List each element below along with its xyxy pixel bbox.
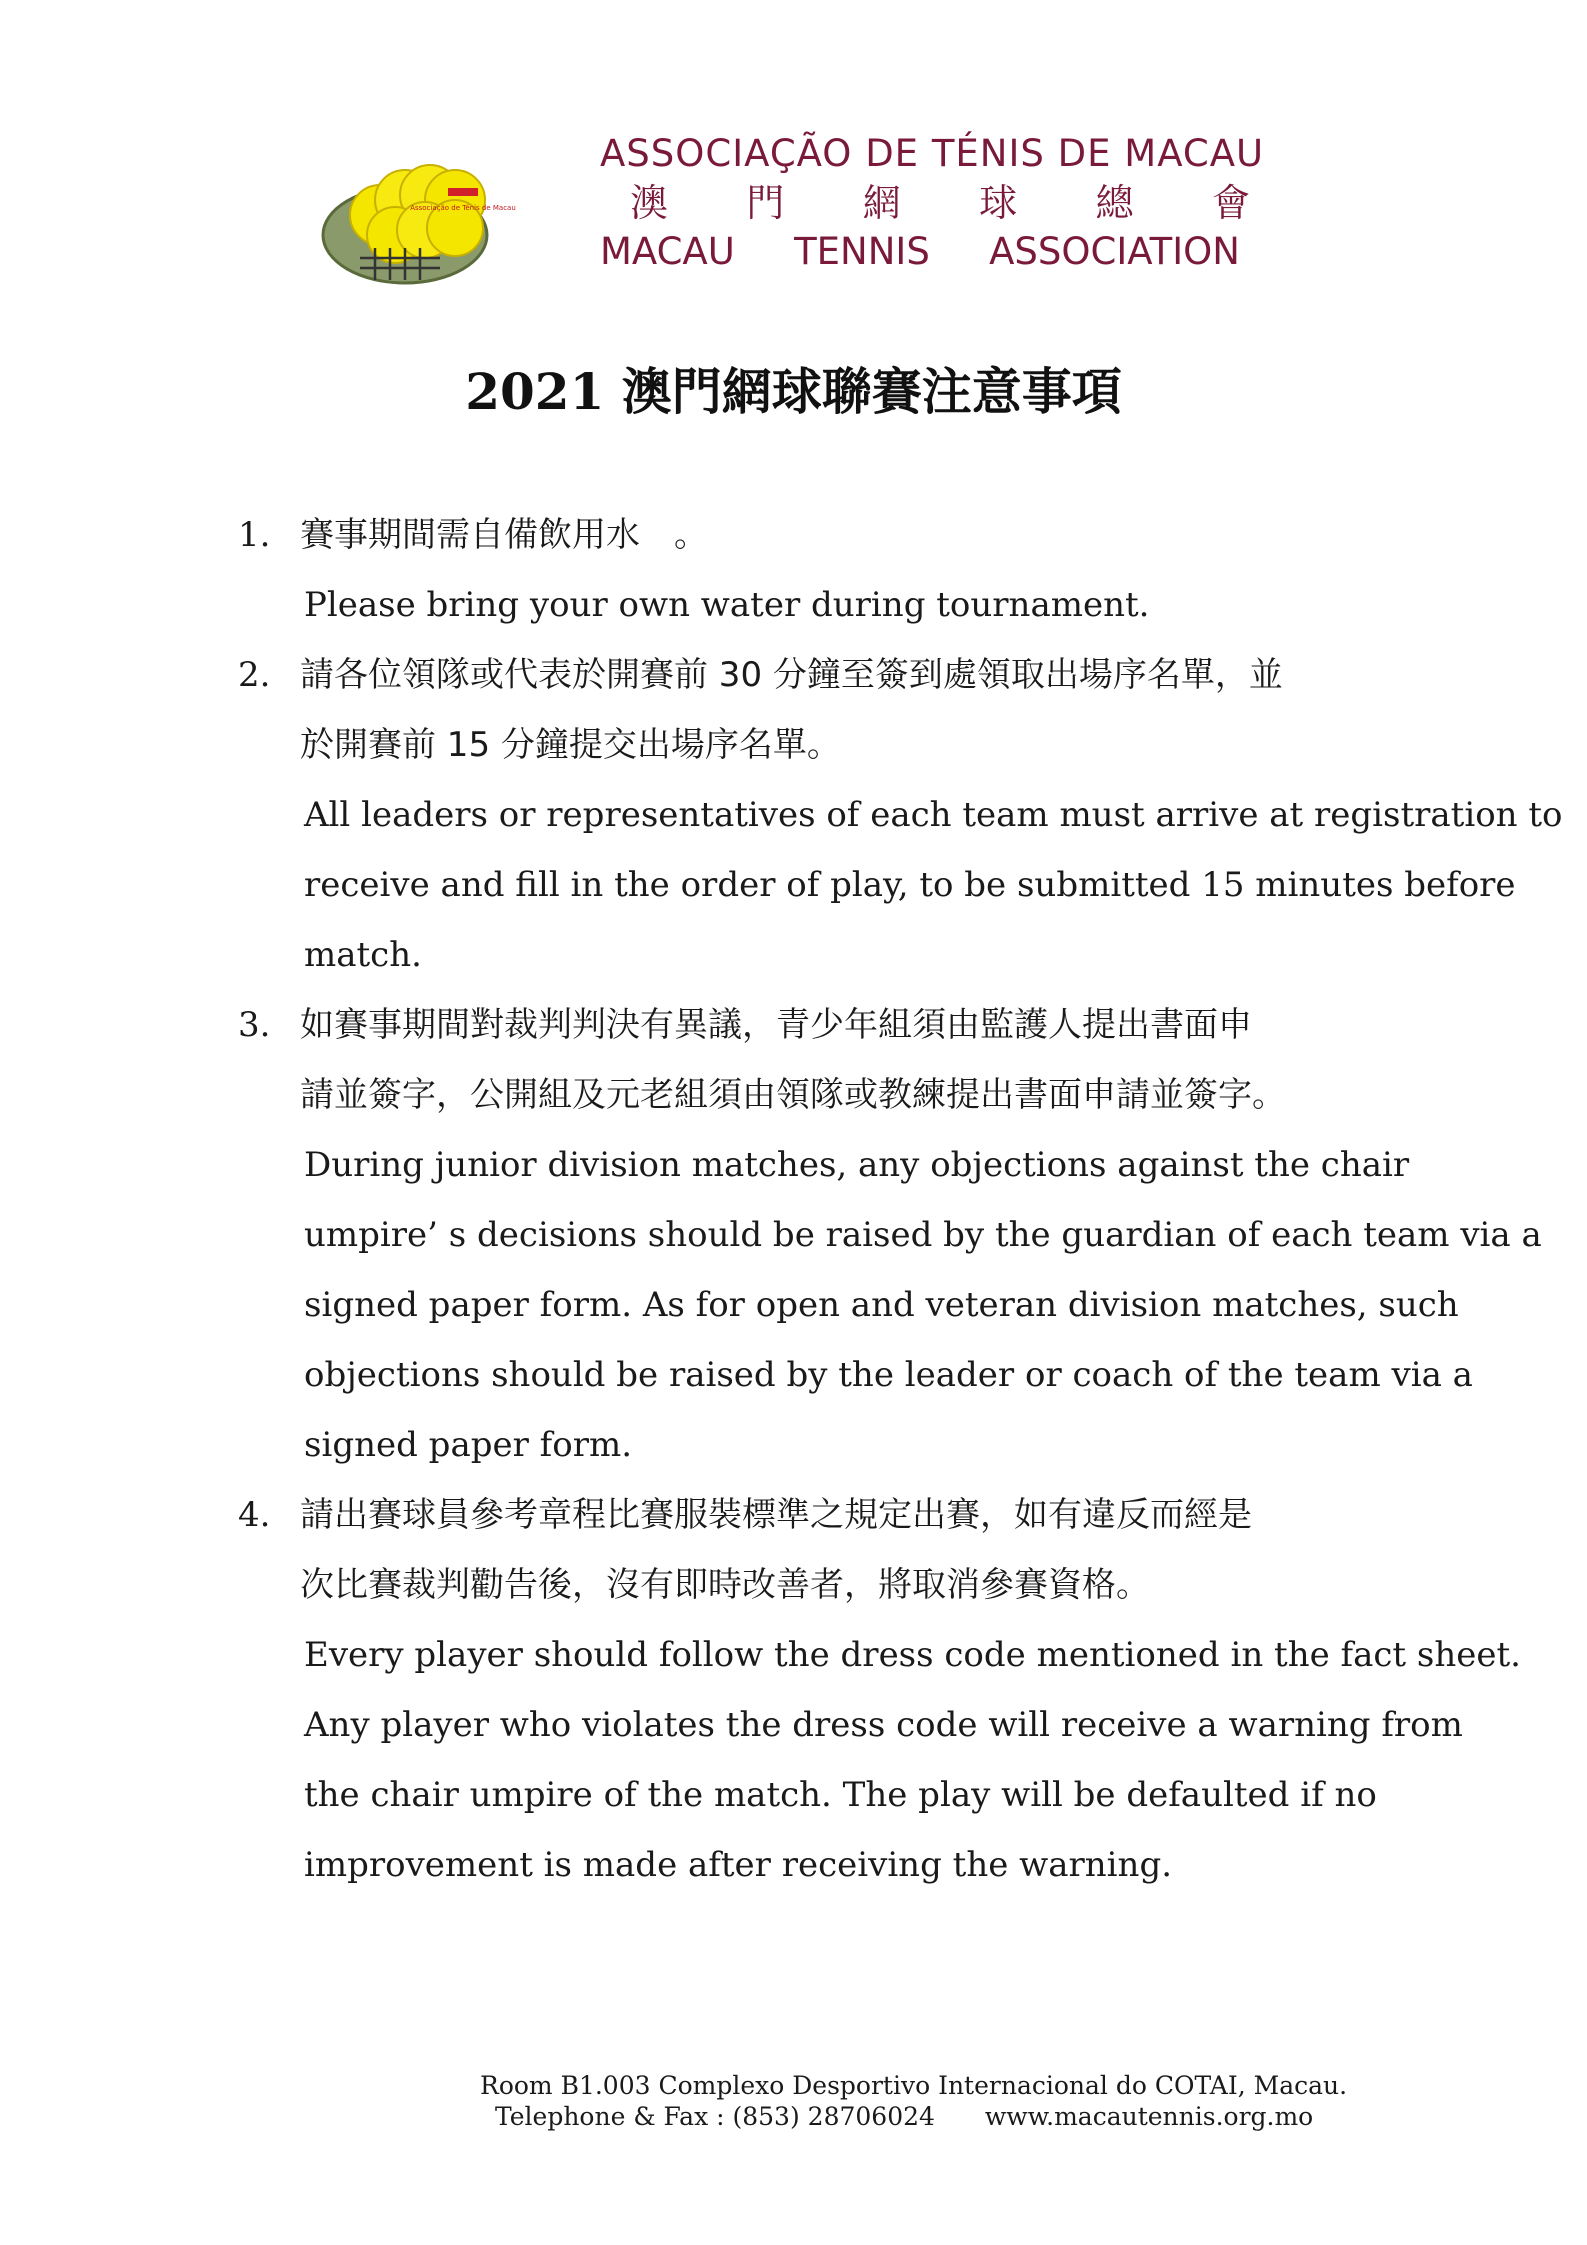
item-text-english: improvement is made after receiving the warning. <box>304 1845 1173 1885</box>
item-text-english: Any player who violates the dress code will receive a warning from <box>304 1705 1463 1745</box>
item-text-chinese: 次比賽裁判勸告後，沒有即時改善者，將取消參賽資格。 <box>300 1565 1150 1605</box>
footer-contact <box>480 2101 1314 2132</box>
item-text-english: During junior division matches, any objections against the chair <box>304 1145 1410 1185</box>
item-number: 3. <box>238 1005 271 1045</box>
org-en-word: TENNIS <box>794 230 930 273</box>
notice-list <box>238 500 1563 1900</box>
item-text-english: signed paper form. As for open and veteran division matches, such <box>304 1285 1459 1325</box>
org-zh-char: 總 <box>1095 181 1134 225</box>
item-text-english: objections should be raised by the leader or coach of the team via a <box>304 1355 1473 1395</box>
item-text-chinese: 請並簽字，公開組及元老組須由領隊或教練提出書面申請並簽字。 <box>300 1075 1286 1115</box>
item-text-english: umpire’ s decisions should be raised by the guardian of each team via a <box>304 1215 1542 1255</box>
list-item <box>238 640 1563 990</box>
item-text-english: match. <box>304 935 422 975</box>
logo-text: Associação de Ténis de Macau <box>410 204 516 212</box>
footer-website[interactable]: www.macautennis.org.mo <box>984 2102 1314 2131</box>
footer-address: Room B1.003 Complexo Desportivo Internacional do COTAI, Macau. <box>480 2071 1348 2100</box>
org-zh-char: 網 <box>862 181 901 225</box>
association-logo <box>320 140 520 290</box>
org-name-english <box>600 228 1240 276</box>
list-item <box>238 500 1378 640</box>
document-title: 2021 澳門網球聯賽注意事項 <box>465 362 1122 421</box>
item-text-english: Every player should follow the dress code mentioned in the fact sheet. <box>304 1635 1521 1675</box>
item-text-chinese: 請各位領隊或代表於開賽前 30 分鐘至簽到處領取出場序名單，並 <box>300 655 1283 695</box>
org-en-word: ASSOCIATION <box>989 230 1240 273</box>
letterhead <box>320 130 1280 290</box>
item-text-english: signed paper form. <box>304 1425 633 1465</box>
item-text-chinese: 賽事期間需自備飲用水 。 <box>300 515 708 555</box>
footer-phone: Telephone & Fax : (853) 28706024 <box>495 2102 935 2131</box>
item-text-english: the chair umpire of the match. The play will be defaulted if no <box>304 1775 1377 1815</box>
org-zh-char: 球 <box>979 181 1018 225</box>
item-text-english: Please bring your own water during tournament. <box>304 585 1150 625</box>
list-item <box>238 1480 1521 1900</box>
item-text-chinese: 於開賽前 15 分鐘提交出場序名單。 <box>300 725 841 765</box>
list-item <box>238 990 1542 1480</box>
org-zh-char: 會 <box>1211 181 1250 225</box>
item-number: 4. <box>238 1495 271 1535</box>
item-number: 1. <box>238 515 271 555</box>
item-text-chinese: 請出賽球員參考章程比賽服裝標準之規定出賽，如有違反而經是 <box>300 1495 1252 1535</box>
item-text-chinese: 如賽事期間對裁判判決有異議，青少年組須由監護人提出書面申 <box>300 1005 1252 1045</box>
item-text-english: All leaders or representatives of each team must arrive at registration to <box>304 795 1563 835</box>
org-name-portuguese: ASSOCIAÇÃO DE TÉNIS DE MACAU <box>600 132 1265 175</box>
organization-name <box>600 130 1280 276</box>
footer <box>480 2070 1348 2132</box>
org-name-chinese <box>600 178 1250 228</box>
item-text-english: receive and fill in the order of play, to be submitted 15 minutes before <box>304 865 1516 905</box>
item-number: 2. <box>238 655 271 695</box>
org-zh-char: 澳 <box>630 181 669 225</box>
org-zh-char: 門 <box>746 181 785 225</box>
org-en-word: MACAU <box>600 230 735 273</box>
